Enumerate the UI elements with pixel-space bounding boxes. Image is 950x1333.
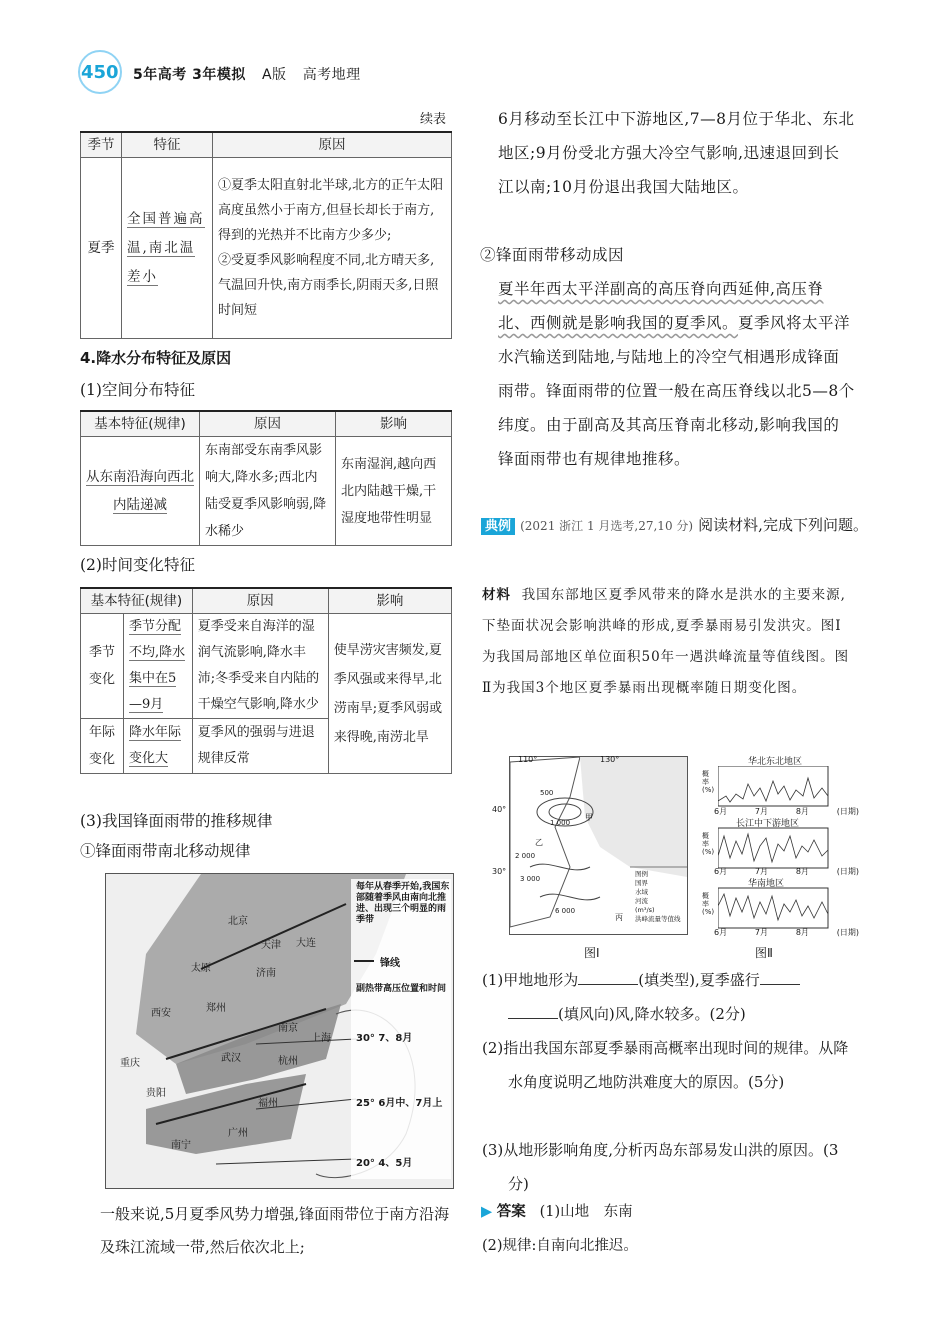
place-label: 甲 <box>585 813 593 822</box>
city-label: 重庆 <box>120 1058 140 1069</box>
continued-label: 续表 <box>420 112 447 127</box>
feature-cell: 季节分配不均,降水集中在5—9月 <box>124 614 193 719</box>
panel-title: 华北东北地区 <box>748 757 803 767</box>
table-header: 基本特征(规律) <box>81 411 200 437</box>
question-2: (2)指出我国东部夏季暴雨高概率出现时间的规律。从降水角度说明乙地防洪难度大的原因。(5分) <box>482 1039 849 1091</box>
city-label: 上海 <box>311 1033 331 1044</box>
feature-cell: 从东南沿海向西北内陆递减 <box>81 437 200 546</box>
city-label: 大连 <box>296 938 316 949</box>
book-title: 5年高考 3年模拟 A版 高考地理 <box>133 67 361 83</box>
lat-label: 20° 4、5月 <box>356 1158 413 1169</box>
cause-paragraph: 夏半年西太平洋副高的高压脊向西延伸,高压脊北、西侧就是影响我国的夏季风。夏季风将太平洋水汽输送到陆地,与陆地上的冷空气相遇形成锋面雨带。锋面雨带的位置一般在高压脊线以北5—8个纬度。由于副高及其高压脊南北移动,影响我国的锋面雨带也有规律地推移。 <box>498 280 855 468</box>
city-label: 广州 <box>228 1128 248 1139</box>
cause-title: ②锋面雨带移动成因 <box>480 246 625 264</box>
city-label: 天津 <box>261 940 281 951</box>
figure-2-charts <box>700 752 859 942</box>
x-ticks: 6月 7月 8月 (日期) <box>714 867 859 876</box>
city-label: 南宁 <box>171 1140 191 1151</box>
season-table <box>80 131 452 339</box>
right-top-paragraph: 6月移动至长江中下游地区,7—8月位于华北、东北地区;9月份受北方强大冷空气影响,迅速退回到长江以南;10月份退出我国大陆地区。 <box>498 110 855 196</box>
reason-cell: ①夏季太阳直射北半球,北方的正午太阳高度虽然小于南方,但昼长却长于南方,得到的光热并不比南方少多少; ②受夏季风影响程度不同,北方晴天多,气温回升快,南方雨季长,阴雨天多,日照时间短 <box>213 158 452 339</box>
figure-2-plots <box>718 766 838 936</box>
y-axis-label: 概率(%) <box>702 832 715 856</box>
example-tag: 典例 (2021 浙江 1 月选考,27,10 分) 阅读材料,完成下列问题。 <box>481 514 868 535</box>
question-1: (1)甲地地形为 (填类型),夏季盛行 (填风向)风,降水较多。(2分) <box>482 963 857 1031</box>
question-3: (3)从地形影响角度,分析丙岛东部易发山洪的原因。(3分) <box>482 1141 839 1193</box>
city-label: 武汉 <box>221 1053 241 1064</box>
page-number: 450 <box>81 62 119 83</box>
reason-cell: 夏季风的强弱与进退规律反常 <box>192 719 328 774</box>
city-label: 贵阳 <box>146 1088 166 1099</box>
table-header: 季节 <box>81 132 122 158</box>
y-axis-label: 概率(%) <box>702 892 715 916</box>
contour-label: 6 000 <box>555 907 576 915</box>
subsection-title: ①锋面雨带南北移动规律 <box>80 842 251 860</box>
city-label: 西安 <box>151 1008 171 1019</box>
city-label: 太原 <box>191 963 211 974</box>
answer-arrow-icon: ▶ <box>481 1204 493 1220</box>
place-label: 乙 <box>535 838 543 847</box>
city-label: 北京 <box>228 916 248 927</box>
contour-label: 500 <box>540 789 554 797</box>
material-paragraph: 材料 我国东部地区夏季风带来的降水是洪水的主要来源,下垫面状况会影响洪峰的形成,夏季暴雨易引发洪灾。图Ⅰ为我国局部地区单位面积50年一遇洪峰流量等值线图。图Ⅱ为我国3个地区夏季暴雨出现概率随日期变化图。 <box>482 587 850 696</box>
table-header: 原因 <box>192 588 328 614</box>
left-bottom-paragraph: 一般来说,5月夏季风势力增强,锋面雨带位于南方沿海及珠江流域一带,然后依次北上; <box>100 1205 450 1256</box>
type-cell: 季节变化 <box>81 614 124 719</box>
city-label: 济南 <box>256 968 276 979</box>
subsection-title: (2)时间变化特征 <box>80 556 195 574</box>
page-header <box>78 50 878 100</box>
type-cell: 年际变化 <box>81 719 124 774</box>
table-header: 特征 <box>122 132 213 158</box>
x-ticks: 6月 7月 8月 (日期) <box>714 807 859 816</box>
map-legend-high: 副热带高压位置和时间 <box>356 984 447 994</box>
figure-2-caption: 图Ⅱ <box>755 946 773 960</box>
table-header: 影响 <box>336 411 452 437</box>
impact-cell: 东南湿润,越向西北内陆越干燥,干湿度地带性明显 <box>336 437 452 546</box>
reason-cell: 夏季受来自海洋的湿润气流影响,降水丰沛;冬季受来自内陆的干燥空气影响,降水少 <box>192 614 328 719</box>
city-label: 南京 <box>278 1023 298 1034</box>
panel-title: 长江中下游地区 <box>736 819 800 829</box>
lat-label: 40° <box>492 805 507 814</box>
contour-label: 3 000 <box>520 875 541 883</box>
answer-block: ▶ 答案 (1)山地 东南 <box>481 1204 633 1220</box>
map-legend-front: 锋线 <box>380 958 400 969</box>
answer-blank <box>760 970 800 985</box>
table-header: 原因 <box>213 132 452 158</box>
place-label: 丙 <box>615 913 623 922</box>
table-header: 基本特征(规律) <box>81 588 193 614</box>
table-header: 原因 <box>200 411 336 437</box>
subsection-title: (1)空间分布特征 <box>80 381 195 399</box>
front-line-legend-icon <box>354 960 374 962</box>
feature-cell: 降水年际变化大 <box>124 719 193 774</box>
spatial-table <box>80 410 452 546</box>
rainband-map <box>105 873 454 1189</box>
panel-title: 华南地区 <box>748 879 785 889</box>
figure-1-legend: 图例 国界 水域 河流 (m³/s) 洪峰流量等值线 <box>635 870 681 923</box>
answer-blank <box>578 970 638 985</box>
contour-label: 2 000 <box>515 852 536 860</box>
feature-cell: 全国普遍高温,南北温差小 <box>122 158 213 339</box>
figure-1-caption: 图Ⅰ <box>584 946 600 960</box>
lat-label: 30° 7、8月 <box>356 1033 413 1044</box>
lon-label: 130° <box>600 755 620 764</box>
answer-line-2: (2)规律:自南向北推迟。 <box>482 1238 638 1254</box>
map-note: 每年从春季开始,我国东部随着季风由南向北推进、出现三个明显的雨季带 <box>356 882 450 925</box>
x-ticks: 6月 7月 8月 (日期) <box>714 928 859 937</box>
city-label: 福州 <box>258 1098 278 1109</box>
lon-label: 110° <box>518 755 538 764</box>
reason-cell: 东南部受东南季风影响大,降水多;西北内陆受夏季风影响弱,降水稀少 <box>200 437 336 546</box>
section-title: 4.降水分布特征及原因 <box>80 349 232 367</box>
y-axis-label: 概率(%) <box>702 770 715 794</box>
season-cell: 夏季 <box>81 158 122 339</box>
temporal-table <box>80 587 452 774</box>
table-header: 影响 <box>328 588 451 614</box>
figure-1-map <box>492 755 688 935</box>
city-label: 郑州 <box>206 1003 226 1014</box>
impact-cell: 使旱涝灾害频发,夏季风强或来得早,北涝南旱;夏季风弱或来得晚,南涝北旱 <box>328 614 451 774</box>
subsection-title: (3)我国锋面雨带的推移规律 <box>80 812 273 830</box>
lat-label: 30° <box>492 867 507 876</box>
city-label: 杭州 <box>278 1056 298 1067</box>
lat-label: 25° 6月中、7月上 <box>356 1098 443 1109</box>
answer-blank <box>508 1004 558 1019</box>
contour-label: 1 000 <box>550 819 571 827</box>
